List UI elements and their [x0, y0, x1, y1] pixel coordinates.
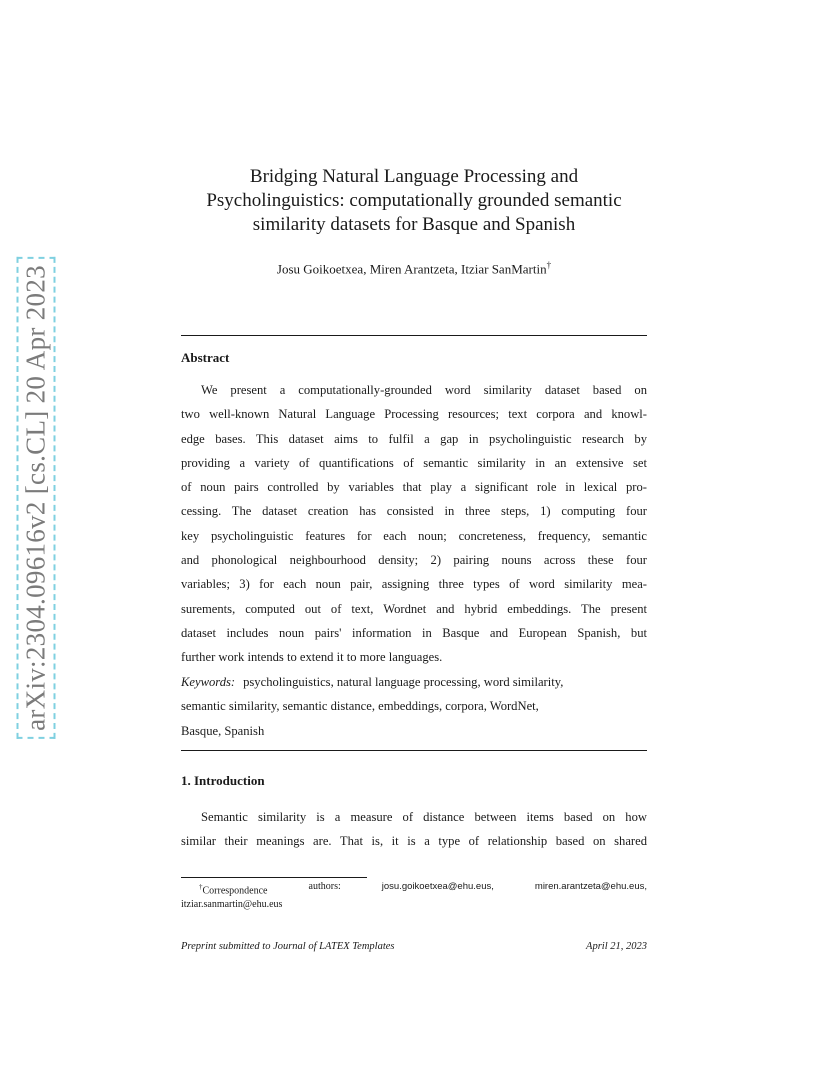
introduction-body: [181, 805, 647, 854]
abstract-line: of noun pairs controlled by variables that play a significant role in lexical pro-: [181, 480, 647, 495]
footnote-rule: [181, 877, 367, 878]
footnote-mark: †: [199, 883, 203, 891]
page-footer: [181, 941, 647, 952]
footnote-row: [181, 880, 647, 898]
keywords-label: Keywords:: [181, 675, 236, 689]
title-line: similarity datasets for Basque and Spanish: [252, 214, 576, 235]
abstract-line: two well-known Natural Language Processing resources; text corpora and knowl-: [181, 407, 647, 422]
abstract-line: We present a computationally-grounded word similarity dataset based on: [201, 383, 647, 397]
abstract-top-rule: [181, 335, 647, 336]
abstract-line: edge bases. This dataset aims to fulfil a gap in psycholinguistic research by: [181, 431, 647, 446]
footnote-lead: †Correspondence: [199, 883, 268, 897]
author-list: [150, 260, 678, 277]
footnote-row: [181, 898, 647, 912]
abstract-line: cessing. The dataset creation has consisted in three steps, 1) computing four: [181, 504, 647, 519]
author-names: Josu Goikoetxea, Miren Arantzeta, Itziar SanMartin: [276, 261, 547, 277]
section-heading-introduction: 1. Introduction: [181, 773, 265, 788]
abstract-heading: Abstract: [181, 350, 230, 365]
abstract-bottom-rule: [181, 750, 647, 751]
keywords-line: semantic similarity, semantic distance, embeddings, corpora, WordNet,: [181, 699, 539, 714]
paper-title: [150, 165, 678, 237]
abstract-line: key psycholinguistic features for each noun; concreteness, frequency, semantic: [181, 528, 647, 543]
abstract-body: [181, 378, 647, 670]
keywords-line: [181, 670, 647, 694]
arxiv-identifier-stamp: arXiv:2304.09616v2 [cs.CL] 20 Apr 2023: [17, 257, 56, 739]
correspondence-footnote: [181, 880, 647, 912]
keywords-text: psycholinguistics, natural language processing, word similarity,: [243, 675, 564, 689]
title-line: Bridging Natural Language Processing and: [249, 166, 579, 187]
abstract-line: dataset includes noun pairs' information in Basque and European Spanish, but: [181, 625, 647, 640]
abstract-line: providing a variety of quantifications of semantic similarity in an extensive set: [181, 455, 647, 470]
introduction-line: similar their meanings are. That is, it is a type of relationship based on shared: [181, 834, 647, 849]
introduction-line: Semantic similarity is a measure of distance between items based on how: [201, 810, 647, 824]
keywords-line: Basque, Spanish: [181, 723, 265, 738]
title-line: Psycholinguistics: computationally grounded semantic: [206, 190, 622, 211]
footnote-email: josu.goikoetxea@ehu.eus,: [381, 881, 494, 892]
footnote-email: itziar.sanmartin@ehu.eus: [181, 899, 283, 911]
abstract-line: variables; 3) for each noun pair, assigning three types of word similarity mea-: [181, 577, 647, 592]
abstract-line: further work intends to extend it to more languages.: [181, 650, 443, 665]
keywords-block: [181, 670, 647, 743]
footnote-email: miren.arantzeta@ehu.eus,: [534, 881, 647, 892]
abstract-line: surements, computed out of text, Wordnet and hybrid embeddings. The present: [181, 601, 647, 616]
footer-date: April 21, 2023: [586, 941, 647, 952]
footnote-label: authors:: [308, 881, 341, 892]
dagger-mark: †: [546, 260, 552, 270]
abstract-line: and phonological neighbourhood density; 2) pairing nouns across these four: [181, 553, 647, 568]
footer-preprint-note: Preprint submitted to Journal of LATEX Templates: [181, 941, 395, 952]
